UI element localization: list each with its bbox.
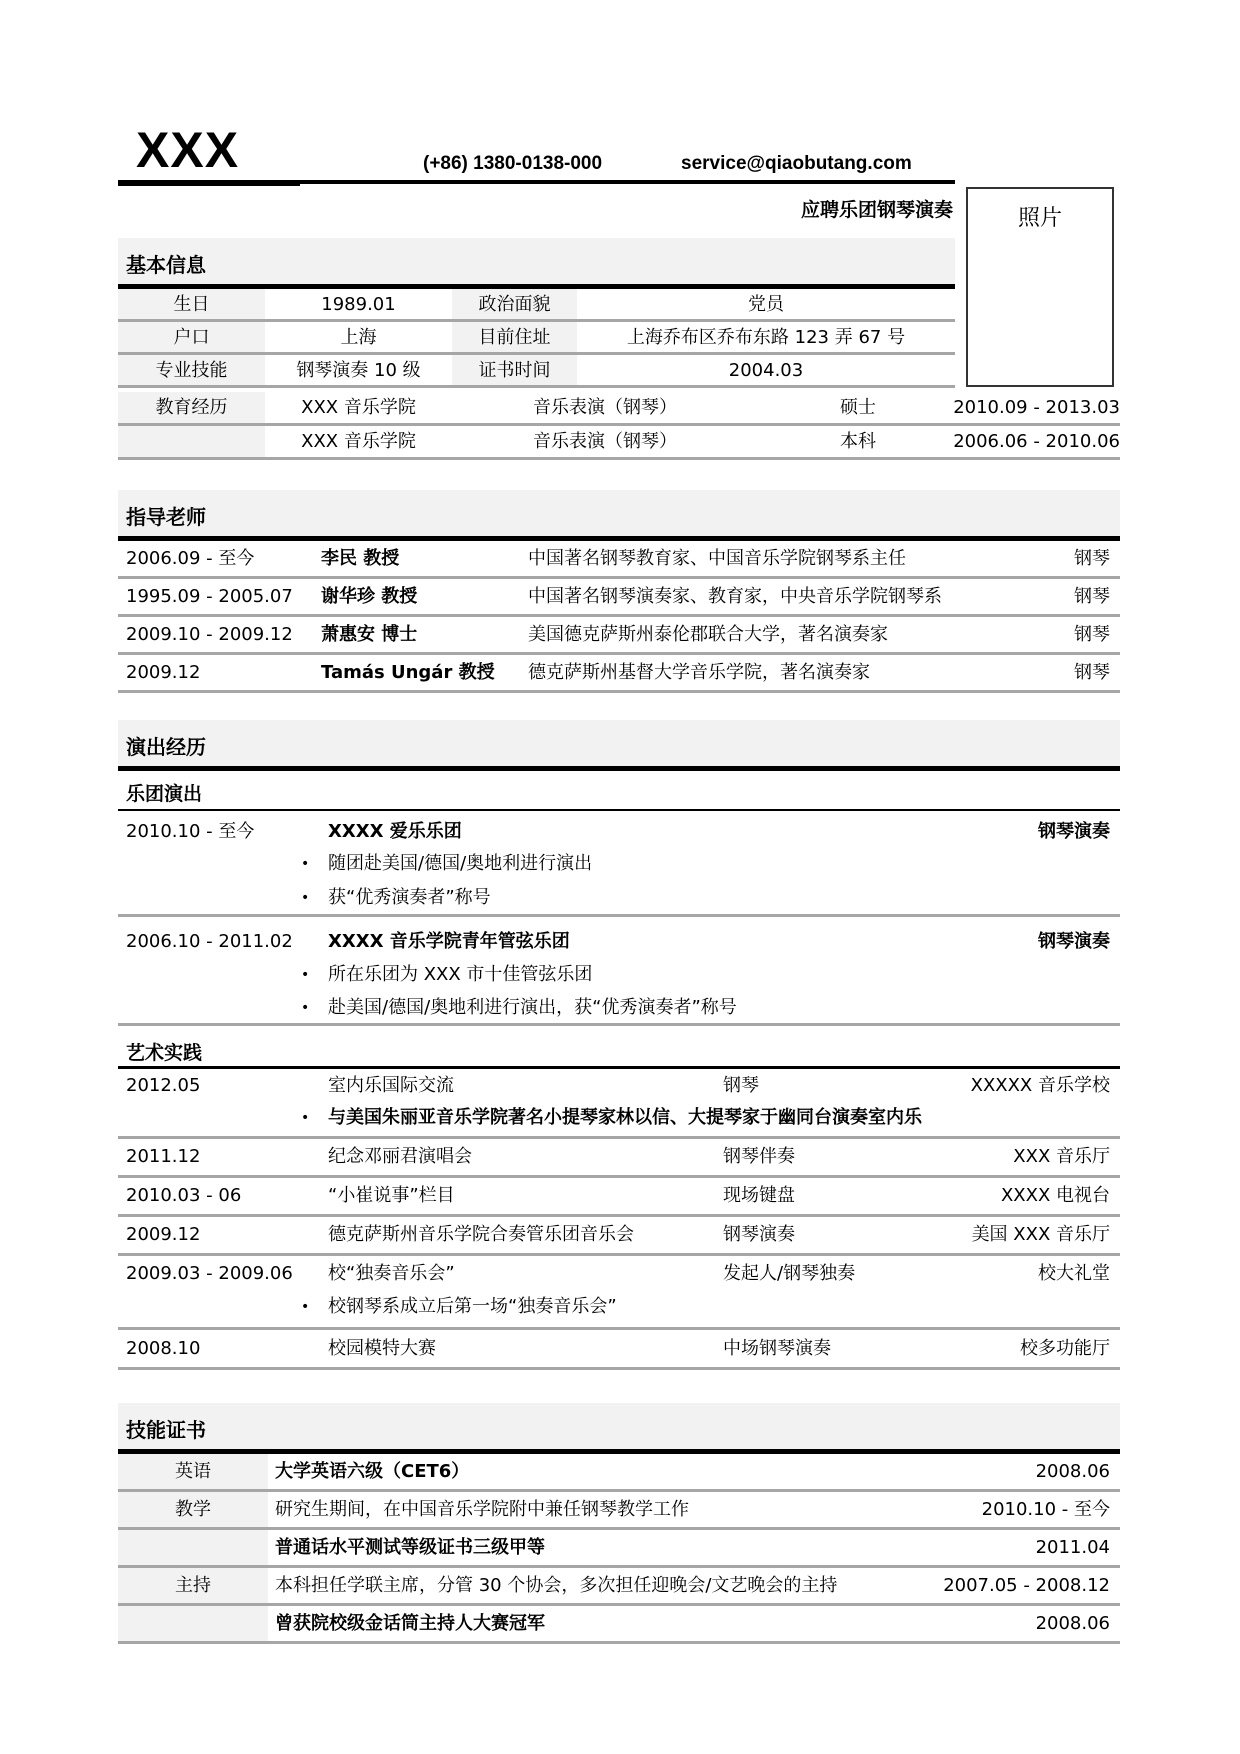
section-title: 技能证书: [126, 1418, 206, 1442]
info-row: [118, 355, 955, 388]
skill-date: 2008.06: [1035, 1461, 1110, 1482]
mentor-period: 2009.10 - 2009.12: [126, 624, 293, 645]
bullet-dot-icon: •: [301, 890, 310, 906]
entry-role: 中场钢琴演奏: [723, 1338, 831, 1359]
bullet-dot-icon: •: [301, 1110, 310, 1126]
skill-desc: 大学英语六级（CET6）: [275, 1461, 470, 1482]
entry-bullet: 所在乐团为 XXX 市十佳管弦乐团: [328, 964, 593, 985]
phone-number: (+86) 1380-0138-000: [423, 153, 603, 174]
major: 音乐表演（钢琴）: [533, 397, 677, 418]
mentor-row: [118, 579, 1120, 617]
subsection-orchestra: [118, 771, 1120, 811]
entry-bullet: 与美国朱丽亚音乐学院著名小提琴家林以信、大提琴家于幽同台演奏室内乐: [328, 1107, 922, 1128]
orchestra-entry: [118, 811, 1120, 917]
entry-role: 钢琴演奏: [723, 1224, 795, 1245]
art-entry: [118, 1069, 1120, 1139]
field-value: 党员: [748, 294, 784, 315]
skill-date: 2008.06: [1035, 1613, 1110, 1634]
mentor-name: 李民 教授: [321, 548, 400, 569]
field-label: 政治面貌: [452, 289, 577, 319]
mentor-name: 谢华珍 教授: [321, 586, 418, 607]
skill-date: 2011.04: [1035, 1537, 1110, 1558]
email-address: service@qiaobutang.com: [681, 153, 912, 174]
field-value: 上海: [340, 327, 377, 348]
entry-venue: 校大礼堂: [1038, 1263, 1110, 1284]
field-value: 钢琴演奏 10 级: [296, 360, 421, 381]
section-skills: [118, 1403, 1120, 1454]
entry-name: XXXX 爱乐乐团: [328, 821, 462, 842]
mentor-name: 萧惠安 博士: [321, 624, 418, 645]
entry-event: 校“独奏音乐会”: [328, 1263, 455, 1284]
skill-category: 主持: [118, 1568, 268, 1603]
skill-desc: 本科担任学联主席，分管 30 个协会，多次担任迎晚会/文艺晚会的主持: [275, 1575, 838, 1596]
photo-label: 照片: [1017, 206, 1062, 231]
art-entry: [118, 1330, 1120, 1370]
mentor-row: [118, 617, 1120, 655]
field-label-empty: [118, 426, 265, 457]
art-entry: [118, 1217, 1120, 1256]
section-title: 演出经历: [126, 735, 206, 759]
entry-bullet: 随团赴美国/德国/奥地利进行演出: [328, 853, 593, 874]
entry-period: 2009.12: [126, 1224, 201, 1245]
skill-row: [118, 1454, 1120, 1492]
mentor-desc: 德克萨斯州基督大学音乐学院，著名演奏家: [528, 662, 870, 683]
entry-period: 2011.12: [126, 1146, 201, 1167]
entry-name: XXXX 音乐学院青年管弦乐团: [328, 931, 570, 952]
skill-desc: 研究生期间，在中国音乐学院附中兼任钢琴教学工作: [275, 1499, 689, 1520]
skill-date: 2007.05 - 2008.12: [943, 1575, 1110, 1596]
skill-row: [118, 1606, 1120, 1644]
field-value: 1989.01: [321, 294, 396, 315]
header-rule-thin: [300, 180, 955, 184]
info-row: [118, 289, 955, 322]
entry-role: 钢琴: [723, 1075, 759, 1096]
field-value: 上海乔布区乔布东路 123 弄 67 号: [626, 327, 906, 348]
subsection-title: 艺术实践: [126, 1042, 203, 1064]
orchestra-entry: [118, 917, 1120, 1026]
candidate-name: XXX: [136, 122, 240, 178]
subsection-title: 乐团演出: [126, 783, 203, 805]
entry-bullet: 获“优秀演奏者”称号: [328, 887, 491, 908]
mentor-desc: 美国德克萨斯州泰伦郡联合大学，著名演奏家: [528, 624, 888, 645]
skill-category: [118, 1530, 268, 1565]
entry-event: 纪念邓丽君演唱会: [328, 1146, 472, 1167]
art-entry: [118, 1178, 1120, 1217]
entry-period: 2010.10 - 至今: [126, 821, 255, 842]
school: XXX 音乐学院: [301, 397, 416, 418]
period: 2006.06 - 2010.06: [953, 431, 1120, 452]
field-value: 2004.03: [728, 360, 804, 381]
entry-venue: XXX 音乐厅: [1013, 1146, 1110, 1167]
entry-bullet: 校钢琴系成立后第一场“独奏音乐会”: [328, 1296, 617, 1317]
mentor-field: 钢琴: [1074, 548, 1110, 569]
mentor-name: Tamás Ungár 教授: [321, 662, 495, 683]
bullet-dot-icon: •: [301, 856, 310, 872]
entry-period: 2012.05: [126, 1075, 201, 1096]
mentor-desc: 中国著名钢琴教育家、中国音乐学院钢琴系主任: [528, 548, 906, 569]
bullet-dot-icon: •: [301, 967, 310, 983]
field-label: 户口: [118, 322, 265, 352]
bullet-dot-icon: •: [301, 1299, 310, 1315]
header-rule-thick: [118, 180, 300, 186]
entry-role: 发起人/钢琴独奏: [723, 1263, 856, 1284]
skill-desc: 曾获院校级金话筒主持人大赛冠军: [275, 1613, 545, 1634]
major: 音乐表演（钢琴）: [533, 431, 677, 452]
mentor-field: 钢琴: [1074, 662, 1110, 683]
skill-row: [118, 1530, 1120, 1568]
mentor-field: 钢琴: [1074, 586, 1110, 607]
entry-event: 室内乐国际交流: [328, 1075, 454, 1096]
entry-bullet: 赴美国/德国/奥地利进行演出，获“优秀演奏者”称号: [328, 997, 737, 1018]
job-objective: 应聘乐团钢琴演奏: [800, 199, 953, 221]
skill-category: 英语: [118, 1454, 268, 1489]
entry-role: 钢琴演奏: [1038, 931, 1110, 952]
entry-period: 2010.03 - 06: [126, 1185, 242, 1206]
field-label: 目前住址: [452, 322, 577, 352]
section-performance: [118, 720, 1120, 771]
mentor-field: 钢琴: [1074, 624, 1110, 645]
photo-placeholder: [966, 187, 1114, 387]
mentor-desc: 中国著名钢琴演奏家、教育家，中央音乐学院钢琴系: [528, 586, 942, 607]
skill-category: [118, 1606, 268, 1641]
mentor-period: 1995.09 - 2005.07: [126, 586, 293, 607]
entry-period: 2009.03 - 2009.06: [126, 1263, 293, 1284]
entry-event: “小崔说事”栏目: [328, 1185, 455, 1206]
subsection-art-practice: [118, 1030, 1120, 1069]
entry-venue: 校多功能厅: [1020, 1338, 1110, 1359]
section-title: 指导老师: [126, 505, 206, 529]
mentor-period: 2006.09 - 至今: [126, 548, 255, 569]
art-entry: [118, 1256, 1120, 1330]
entry-event: 校园模特大赛: [328, 1338, 436, 1359]
field-label: 专业技能: [118, 355, 265, 385]
entry-role: 现场键盘: [723, 1185, 795, 1206]
skill-desc: 普通话水平测试等级证书三级甲等: [275, 1537, 545, 1558]
entry-venue: XXXX 电视台: [1000, 1185, 1110, 1206]
section-basic-info: [118, 238, 955, 289]
section-mentors: [118, 490, 1120, 541]
skill-category: 教学: [118, 1492, 268, 1527]
degree: 硕士: [840, 397, 876, 418]
field-label: 生日: [118, 289, 265, 319]
info-row: [118, 322, 955, 355]
mentor-row: [118, 655, 1120, 693]
mentor-row: [118, 541, 1120, 579]
school: XXX 音乐学院: [301, 431, 416, 452]
entry-period: 2008.10: [126, 1338, 201, 1359]
skill-row: [118, 1568, 1120, 1606]
section-title: 基本信息: [126, 253, 206, 277]
entry-event: 德克萨斯州音乐学院合奏管乐团音乐会: [328, 1224, 634, 1245]
entry-venue: 美国 XXX 音乐厅: [971, 1224, 1110, 1245]
field-label: 教育经历: [118, 392, 265, 423]
entry-role: 钢琴伴奏: [723, 1146, 795, 1167]
art-entry: [118, 1139, 1120, 1178]
education-row: [118, 392, 1120, 426]
entry-role: 钢琴演奏: [1038, 821, 1110, 842]
entry-venue: XXXXX 音乐学校: [970, 1075, 1110, 1096]
skill-date: 2010.10 - 至今: [981, 1499, 1110, 1520]
education-row: [118, 426, 1120, 460]
bullet-dot-icon: •: [301, 1000, 310, 1016]
entry-period: 2006.10 - 2011.02: [126, 931, 293, 952]
mentor-period: 2009.12: [126, 662, 201, 683]
field-label: 证书时间: [452, 355, 577, 385]
period: 2010.09 - 2013.03: [953, 397, 1120, 418]
degree: 本科: [840, 431, 876, 452]
skill-row: [118, 1492, 1120, 1530]
